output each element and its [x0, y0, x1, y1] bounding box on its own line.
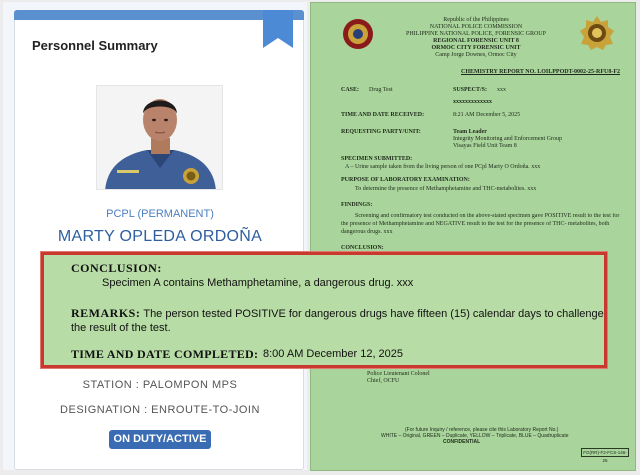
signatory-line: Chief, OCFU [367, 378, 400, 384]
card-title: Personnel Summary [32, 38, 158, 53]
report-conclusion-label: CONCLUSION: [341, 245, 384, 251]
report-header [371, 17, 581, 59]
purpose-label: PURPOSE OF LABORATORY EXAMINATION: [341, 177, 470, 183]
status-badge[interactable]: ON DUTY/ACTIVE [109, 430, 211, 449]
purpose-value: To determine the presence of Methamphetamine and THC-metabolites. xxx [355, 186, 537, 192]
rank: PCPL [106, 208, 135, 220]
suspect-value: xxx [497, 87, 506, 93]
designation-text: DESIGNATION : ENROUTE-TO-JOIN [60, 404, 260, 416]
bookmark-icon [261, 10, 295, 50]
time-received-label: TIME AND DATE RECEIVED: [341, 112, 425, 118]
header-line: PHILIPPINE NATIONAL POLICE, FORENSIC GROUP [406, 31, 546, 37]
chemistry-report [310, 2, 636, 471]
personnel-photo [96, 85, 223, 190]
remarks-block [71, 307, 606, 335]
findings-label: FINDINGS: [341, 202, 373, 208]
requesting-label: REQUESTING PARTY/UNIT: [341, 129, 421, 135]
requesting-line: Visayas Field Unit Team 8 [453, 143, 517, 149]
completed-value: 8:00 AM December 12, 2025 [263, 348, 404, 360]
header-line: REGIONAL FORENSIC UNIT 8 [433, 38, 519, 44]
report-number: CHEMISTRY REPORT NO. LOILPPODT-0002-25-RFU8-F2 [461, 69, 621, 75]
specimen-label: SPECIMEN SUBMITTED: [341, 156, 413, 162]
header-line: NATIONAL POLICE COMMISSION [429, 24, 523, 30]
rank-line [3, 208, 317, 220]
status-type: (PERMANENT) [137, 208, 214, 220]
footer-line: CONFIDENTIAL [443, 439, 481, 445]
findings-line: dangerous drugs. xxx [341, 229, 393, 235]
remarks-text: The person tested POSITIVE for dangerous drugs have fifteen (15) calendar days to challenge the result of the test. [71, 308, 604, 334]
specimen-value: A – Urine sample taken from the living person of one PCpl Marty O Ordoña. xxx [345, 164, 541, 170]
header-line: ORMOC CITY FORENSIC UNIT [431, 45, 521, 51]
personnel-card [3, 2, 307, 470]
completed-label: TIME AND DATE COMPLETED: [71, 347, 259, 361]
signatory-line: Police Lieutenant Colonel [367, 371, 430, 377]
header-line: Camp Jorge Downes, Ormoc City [435, 52, 517, 58]
pnp-seal-icon [341, 17, 375, 51]
forensic-seal-icon [579, 15, 615, 51]
station-text: STATION : PALOMPON MPS [82, 379, 238, 391]
personnel-name: MARTY OPLEDA ORDOÑA [57, 228, 263, 245]
footer-line: (For future Inquiry / reference, please cite this Laboratory Report No.) [405, 427, 559, 433]
conclusion-label: CONCLUSION: [71, 261, 162, 275]
conclusion-highlight-box [41, 252, 607, 368]
suspect-label: SUSPECT/S: [453, 87, 488, 93]
findings-line: the presence of Methamphetamine and NEGATIVE result to the test for the presence of THC- metabolites, both [341, 221, 610, 227]
case-label: CASE: [341, 87, 360, 93]
suspect-sub: xxxxxxxxxxxxx [453, 99, 492, 105]
header-line: Republic of the Philippines [443, 17, 509, 23]
requesting-line: Team Leader [453, 129, 487, 135]
form-code: FG(RR)-F2-FCS-146-25 [581, 448, 629, 457]
conclusion-text: Specimen A contains Methamphetamine, a dangerous drug. xxx [102, 277, 414, 289]
requesting-line: Integrity Monitoring and Enforcement Group [453, 136, 562, 142]
case-value: Drug Test [369, 87, 393, 93]
remarks-label: REMARKS: [71, 306, 141, 320]
footer-line: WHITE – Original, GREEN – Duplicate, YELLOW – Triplicate, BLUE – Quadruplicate [381, 433, 569, 439]
time-received-value: 8:21 AM December 5, 2025 [453, 112, 521, 118]
findings-line: Screening and confirmatory test conducted on the above-stated specimen gave POSITIVE result to the test for [355, 213, 620, 219]
